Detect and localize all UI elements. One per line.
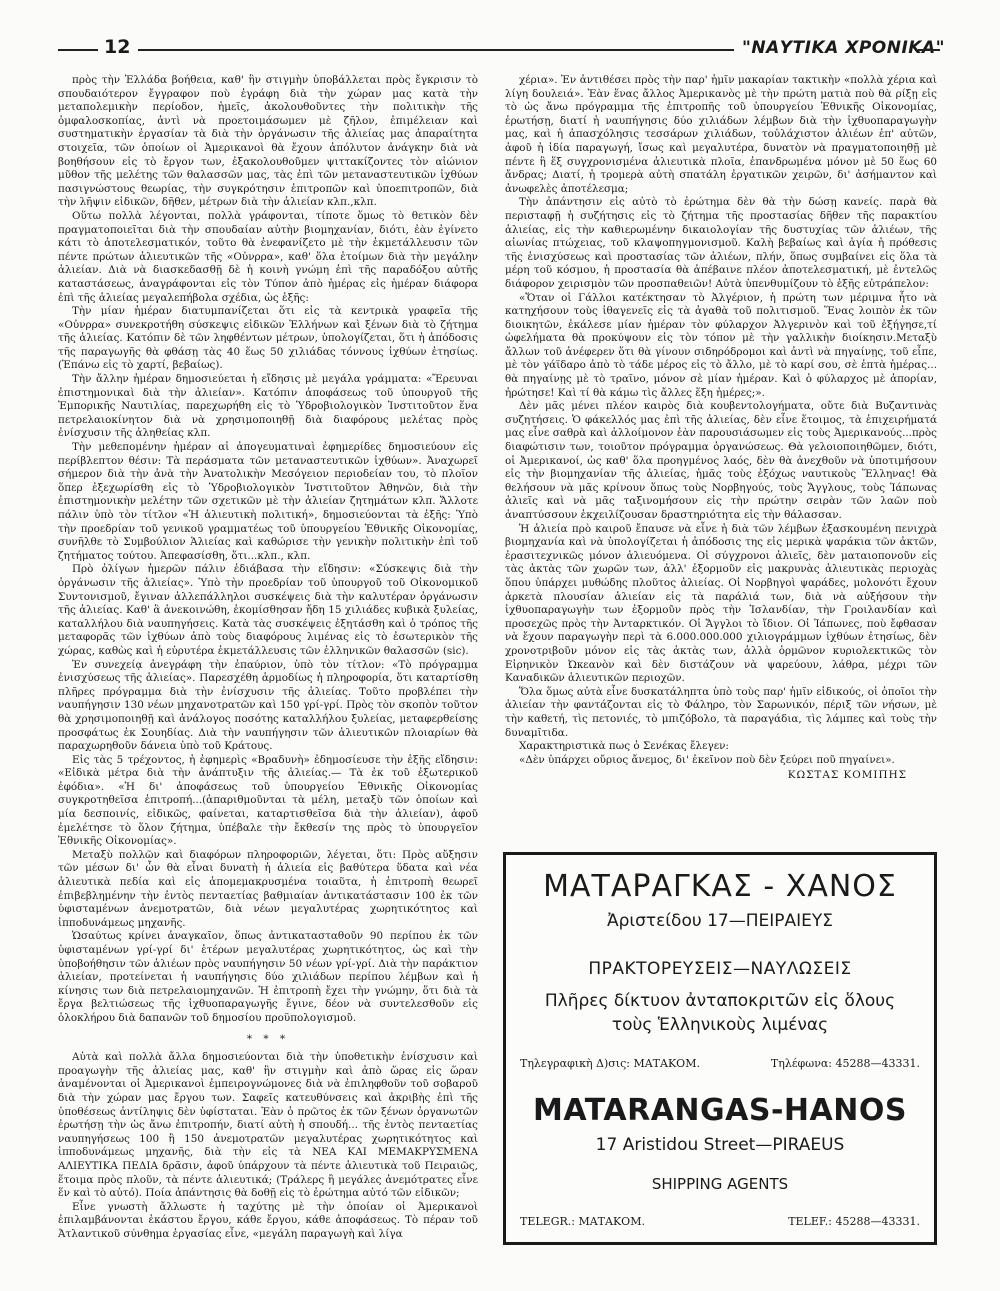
article-paragraph: Εἶνε γνωστὴ ἄλλωστε ἡ ταχύτης μὲ τὴν ὁποίαν οἱ Ἀμερικανοὶ ἐπιλαμβάνονται ἑκάστου ἔργου, κάθε ἔργου, κάθε ἀποφάσεως. Τὸ πέραν τοῦ Ἀτλαντικοῦ σύνθημα ἐργασίας εἶνε, «μεγάλη παραγωγὴ καὶ λίγα	[58, 1200, 478, 1240]
ad-services-english: SHIPPING AGENTS	[651, 1175, 789, 1193]
header-rule	[58, 49, 98, 51]
ad-network-line: τοὺς Ἑλληνικοὺς λιμένας	[611, 1015, 829, 1035]
article-paragraph: Οὕτω πολλὰ λέγονται, πολλὰ γράφονται, τίποτε ὅμως τὸ θετικὸν δὲν πραγματοποιεῖται διὰ τὴν σπουδαίαν αὐτὴν βιομηχανίαν, διότι, ἐὰν ἐγίνετο κάτι τὸ ἀποτελεσματικόν, τοῦτο θὰ ἐνεφανίζετο μὲ τὴν ἐκμετάλλευσιν τῶν πέντε πρώτων ἁλιευτικῶν τῆς «Οὐνρρα», καθ' ὅλα ἑτοίμων διὰ τὴν μεγάλην ἁλιείαν. Διὰ νὰ διασκεδασθῇ δὲ ἡ κοινὴ γνώμη ἐπὶ τῆς παραδόξου αὐτῆς καταστάσεως, ἀναγράφονται εἰς τὸν Τύπον ἀπὸ ἡμέρας εἰς ἡμέραν διάφορα ἐπὶ τῆς ἁλιείας μεγαλεπήβολα σχέδια, ὡς ἑξῆς:	[58, 209, 478, 304]
article-paragraph: Τὴν μίαν ἡμέραν διατυμπανίζεται ὅτι εἰς τὰ κεντρικὰ γραφεῖα τῆς «Οὐνρρα» συνεκροτήθη σύσκεψις εἰδικῶν Ἑλλήνων καὶ ξένων διὰ τὸ ζήτημα τῆς ἁλιείας. Κατόπιν δὲ τῶν ληφθέντων μέτρων, ὑπολογίζεται, ὅτι ἡ ἀπόδοσις τῆς παραγωγῆς θὰ φθάσῃ τὰς 40 ἕως 50 χιλιάδας τόννους ἰχθύων ἐτησίως. (Ἐπάνω εἰς τὸ χαρτί, βεβαίως).	[58, 305, 478, 372]
article-paragraph: χέρια». Ἐν ἀντιθέσει πρὸς τὴν παρ' ἡμῖν μακαρίαν τακτικὴν «πολλὰ χέρια καὶ λίγη δουλειά». Ἐὰν ἕνας ἄλλος Ἀμερικανὸς μὲ τὴν πρώτη ματιὰ ποὺ θὰ ρίξῃ εἰς τὸ ὡς ἄνω πρόγραμμα τῆς ἐπιτροπῆς τοῦ ὑπουργείου Ἐθνικῆς Οἰκονομίας, ἐρωτήσῃ, διατί ἡ ναυπήγησις δύο χιλιάδων λέμβων διὰ τὴν ἰχθυοπαραγωγὴν μας, καὶ ἡ ἀπασχόλησις τεσσάρων χιλιάδων, τοὐλάχιστον ἁλιέων ἐπ' αὐτῶν, ἀφοῦ ἡ ἰδία παραγωγή, ἴσως καὶ μεγαλυτέρα, δυνατὸν νὰ πραγματοποιηθῇ μὲ πέντε ἢ ἕξ συγχρονισμένα ἁλιευτικὰ πλοῖα, ἐπανδρωμένα μόνον μὲ 50 ἕως 60 ἄνδρας; Διατί, ἡ τρομερὰ αὐτὴ σπατάλη ἐργατικῶν χειρῶν, δι' ἀσήμαντον καὶ ἀνωφελὲς ἀποτέλεσμα;	[505, 74, 937, 195]
article-paragraph: Αὐτὰ καὶ πολλὰ ἄλλα δημοσιεύονται διὰ τὴν ὑποθετικὴν ἐνίσχυσιν καὶ προαγωγὴν τῆς ἁλιείας μας, καθ' ἣν στιγμὴν καὶ ἀπὸ ὥρας εἰς ὥραν ἀναμένονται οἱ Ἀμερικανοὶ ἐμπειρογνώμονες διὰ νὰ ἐπιληφθοῦν τοῦ σοβαροῦ διὰ τὴν χώραν μας ἔργου των. Σαφεῖς κατευθύνσεις καὶ ἀκριβὴς ἐπὶ τῆς ὑποθέσεως ἀντίληψις δὲν ὑφίσταται. Ἐὰν ὁ πρῶτος ἐκ τῶν ξένων ὀργανωτῶν ἐρωτήσῃ τὴν ὡς ἄνω ἐπιτροπήν, διατί αὐτὴ ἡ σπουδή... τῆς ἐντὸς πενταετίας ναυπηγήσεως 100 ἢ 150 ἀνεμοτρατῶν μεγαλυτέρας χωρητικότητος καὶ ἱπποδυνάμεως μηχανῆς, διὰ τὴν εἰς τὰ ΝΕΑ ΚΑΙ ΜΕΜΑΚΡΥΣΜΕΝΑ ΑΛΙΕΥΤΙΚΑ ΠΕΔΙΑ δρᾶσιν, ἀφοῦ ὑπάρχουν τὰ πέντε ἁλιευτικὰ τοῦ Πειραιῶς, ἕτοιμα πρὸς πλοῦν, τὰ πέντε ἁλιευτικά; (Τράλερς ἢ μεγάλες ἀνεμότρατες εἶνε ἕν καὶ τὸ αὐτό). Ποία ἀπάντησις θὰ δοθῇ εἰς τὸ ἐρώτημα αὐτό τῶν εἰδικῶν;	[58, 1051, 478, 1200]
header-rule	[918, 49, 940, 51]
article-paragraph: Τὴν ἀπάντησιν εἰς αὐτὸ τὸ ἐρώτημα δὲν θὰ τὴν δώσῃ κανείς. παρὰ θὰ περισταφῇ ἡ συζήτησις εἰς τὸ ζήτημα τῆς προστασίας δῆθεν τῆς παρακτίου ἁλιείας, εἰς τὴν καθιερωμένην δικαιολογίαν τῆς δυστυχίας τῶν ἁλιέων, τῆς αἰωνίας πτώχειας, τοῦ κλαψοπηγμονισμοῦ. Καλὴ βεβαίως καὶ ἁγία ἡ πρόθεσις τῆς ἐνισχύσεως καὶ προστασίας τῶν ἁλιέων, πλήν, ὅπως συμβαίνει εἰς ὅλα τὰ μέρη τοῦ κόσμου, ἡ προστασία θὰ ἀπέβαινε πλέον ἀποτελεσματική, μὲ ἐντελῶς διάφορον χειρισμὸν τῶν προσπαθειῶν! Αὐτὰ ὑπενθυμίζουν τὸ ἑξῆς εὐτράπελον:	[505, 196, 937, 290]
page-header	[58, 36, 945, 64]
article-column-left	[58, 74, 478, 1244]
author-signature: ΚΩΣΤΑΣ ΚΟΜΙΠΗΣ	[787, 769, 907, 782]
closing-quote: «Δὲν ὑπάρχει οὔριος ἄνεμος, δι' ἐκεῖνον ποὺ δὲν ξεύρει ποῦ πηγαίνει».	[519, 753, 895, 766]
ad-address-greek: Ἀριστείδου 17—ΠΕΙΡΑΙΕΥΣ	[606, 911, 834, 931]
article-paragraph: Ὡσαύτως κρίνει ἀναγκαῖον, ὅπως ἀντικατασταθοῦν 90 περίπου ἐκ τῶν ὑφισταμένων γρί-γρί δι' ἑτέρων μεγαλυτέρας χωρητικότητος, ὡς καὶ τὴν ὑποβοήθησιν τῶν ἁλιέων πρὸς ναυπήγησιν 50 νέων γρί-γρί. Διὰ τὴν παράκτιον ἁλιείαν, προτείνεται ἡ ναυπήγησις δύο χιλιάδων περίπου λέμβων καὶ ἡ κίνησις των διὰ πετρελαιομηχανῶν. Ἡ ἐπιτροπὴ ἔχει τὴν γνώμην, ὅτι διὰ τὰ ἔργα βελτιώσεως τῆς ἰχθυοπαραγωγῆς ἔγινε, δέον νὰ συντελεσθοῦν εἰς ὁλοκλήρου διὰ δαπανῶν τοῦ δημοσίου προϋπολογισμοῦ.	[58, 930, 478, 1024]
ad-address-english: 17 Aristidou Street—PIRAEUS	[595, 1135, 845, 1155]
article-paragraph: Τὴν ἄλλην ἡμέραν δημοσιεύεται ἡ εἴδησις μὲ μεγάλα γράμματα: «Ἔρευναι ἐπιστημονικαὶ διὰ τὴν ἁλιείαν». Κατόπιν ἀποφάσεως τοῦ ὑπουργοῦ τῆς Ἐμπορικῆς Ναυτιλίας, παρεχωρήθη εἰς τὸ Ὑδροβιολογικὸν Ἰνστιτοῦτον ἕνα πετρελαιοκίνητον διὰ νὰ χρησιμοποιηθῇ διὰ διαφόρους μελέτας πρὸς ἐνίσχυσιν τῆς ἀληθείας κλπ.	[58, 373, 478, 440]
advertisement-box	[503, 852, 937, 1245]
ad-services-greek: ΠΡΑΚΤΟΡΕΥΣΕΙΣ—ΝΑΥΛΩΣΕΙΣ	[588, 959, 852, 979]
ad-network-line: Πλῆρες δίκτυον ἀνταποκριτῶν εἰς ὅλους	[544, 991, 896, 1011]
ad-company-name-greek: ΜΑΤΑΡΑΓΚΑΣ - ΧΑΝΟΣ	[543, 869, 897, 904]
article-paragraph: Πρὸ ὀλίγων ἡμερῶν πάλιν ἐδιάβασα τὴν εἴδησιν: «Σύσκεψις διὰ τὴν ὀργάνωσιν τῆς ἁλιείας». Ὑπὸ τὴν προεδρίαν τοῦ ὑπουργοῦ τοῦ Οἰκονομικοῦ Συντονισμοῦ, ἔγιναν ἀλλεπάλληλοι συσκέψεις διὰ τὴν καλυτέραν ὀργάνωσιν τῆς ἁλιείας. Καθ' ἃ ἀνεκοινώθη, ἐκομίσθησαν ἤδη 15 χιλιάδες κυβικὰ ξυλείας, καταλλήλου διὰ ναυπηγήσεις. Κατὰ τὰς συσκέψεις ἐξητάσθη καὶ ὁ τρόπος τῆς μεταφορᾶς τῶν ἰχθύων ἀπὸ τοὺς διαφόρους λιμένας εἰς τὸ ἐσωτερικὸν τῆς χώρας, καθὼς καὶ ἡ εὐρυτέρα ἐκμετάλλευσις τῶν ἑλληνικῶν θαλασσῶν (sic).	[58, 563, 478, 657]
article-paragraph: Ἡ ἁλιεία πρὸ καιροῦ ἔπαυσε νὰ εἶνε ἡ διὰ τῶν λέμβων ἐξασκουμένη πενιχρὰ βιομηχανία καὶ νὰ ὑπολογίζεται ἡ ἀπόδοσις της εἰς μερικὰ ψαράκια τῶν ἀκτῶν, ἐρασιτεχνικῶς μόνον ἁλιευόμενα. Οἱ σύγχρονοι ἁλιεῖς, δὲν ματαιοπονοῦν εἰς τὰς ἀκτὰς τῶν χωρῶν των, ἀλλ' ἐξορμοῦν εἰς μακρυνὰς ἁλιευτικὰς περιοχὰς ὅπου ὑπάρχει μυθώδης πλοῦτος ἁλιείας. Οἱ Νορβηγοὶ ψαράδες, μολονότι ἔχουν ἀρκετὰ πλουσίαν ἁλιείαν εἰς τὰ παράλιά των, διὰ νὰ αὐξήσουν τὴν ἰχθυοπαραγωγὴν των ἐξορμοῦν πρὸς τὴν Ἰσλανδίαν, τὴν Γροιλανδίαν καὶ προσεχῶς πρὸς τὴν Ἀνταρκτικόν. Οἱ Ἄγγλοι τὸ ἴδιον. Οἱ Ἰάπωνες, ποὺ ἔφθασαν νὰ ἔχουν παραγωγὴν περὶ τὰ 6.000.000.000 χιλιογράμμων ἰχθύων ἐτησίως, δὲν χρονοτριβοῦν μόνον εἰς τὰς ἀκτὰς των, ἀλλὰ ὁρμῶνον κυριολεκτικῶς τὸν Εἰρηνικὸν Ὠκεανὸν καὶ δὲν διστάζουν νὰ ψαρεύουν, λάθρα, μέχρι τῶν Καναδικῶν ἁλιευτικῶν περιοχῶν.	[505, 522, 937, 685]
ad-phone-greek: Τηλέφωνα: 45288—43331.	[770, 1057, 920, 1070]
page-number: 12	[104, 36, 131, 58]
publication-title: "ΝΑΥΤΙΚΑ ΧΡΟΝΙΚΑ"	[742, 38, 945, 58]
article-paragraph: Δὲν μᾶς μένει πλέον καιρὸς διὰ κουβεντολογήματα, οὔτε διὰ Βυζαντινὰς συζητήσεις. Ὁ φάκελλός μας ἐπὶ τῆς ἁλιείας, δὲν εἶνε ἕτοιμος, τὰ ἐπιχειρήματά μας εἶνε σαθρὰ καὶ ἀλλοίμονον ἐὰν παρουσιάσωμεν εἰς τοὺς Ἀμερικανούς...πρὸς διαφώτισιν των, τοιοῦτον πρόγραμμα ὀργανώσεως. Θὰ γελοιοποιηθῶμεν, διότι, οἱ Ἀμερικανοί, ὡς καθ' ὅλα προηγμένος λαός, δὲν θὰ ἀνεχθοῦν νὰ ὑποτιμήσουν εἰς τὴν βιομηχανίαν τῆς ἁλιείας, ἡμᾶς τοὺς ἐξόχως ναυτικοὺς Ἕλληνας! Θὰ θελήσουν νὰ μᾶς κρίνουν ὅπως τοὺς Νορβηγούς, τοὺς Ἄγγλους, τοὺς Ἰάπωνας ἁλιεῖς καὶ νὰ μᾶς ταξινομήσουν εἰς τὴν πρώτην σειρὰν τῶν λαῶν ποὺ ἀναπτύσσουν ἐκχειλίζουσαν δραστηριότητα εἰς τὴν θάλασσαν.	[505, 400, 937, 521]
article-paragraph: «Ὅταν οἱ Γάλλοι κατέκτησαν τὸ Ἀλγέριον, ἡ πρώτη των μέριμνα ἦτο νὰ κατηχήσουν τοὺς ἰθαγενεῖς εἰς τὰ ἀγαθὰ τοῦ πολιτισμοῦ. Ἕνας λοιπὸν ἐκ τῶν διοικητῶν, ἐκάλεσε μίαν ἡμέραν τὸν φύλαρχον Ἀλγερινὸν καὶ τοῦ ἐξήγησε,τί ὠφελήματα θὰ προκύψουν εἰς τὸν τόπον μὲ τὴν γαλλικὴν διοίκησιν.Μεταξὺ ἄλλων τοῦ ἀνέφερεν ὅτι θὰ γίνουν σιδηρόδρομοι καὶ ἀντὶ νὰ πηγαίνῃς, τοῦ εἶπε, μὲ τὸν γάϊδαρο ἀπὸ τὸ τάδε μέρος εἰς τὸ ἄλλο, μὲ τὸ καρί σου, σὲ ἑπτὰ ἡμέρας... θὰ πηγαίνῃς μὲ τὸ τραῖνο, μόνον σὲ μίαν ἡμέραν. Καὶ ὁ φύλαρχος μὲ ἀπορίαν, ἠρώτησε! Καὶ τί θὰ κάμω τὶς ἄλλες ἕξη ἡμέρες;».	[505, 291, 937, 399]
article-paragraph: Μεταξὺ πολλῶν καὶ διαφόρων πληροφοριῶν, λέγεται, ὅτι: Πρὸς αὔξησιν τῶν μέσων δι' ὧν θὰ εἶναι δυνατὴ ἡ ἁλιεία εἰς βαθύτερα ὕδατα καὶ νέα ἁλιευτικὰ πεδία καὶ εἰς ἀπομεμακρυσμένα τοιαῦτα, ἡ ἐπιτροπὴ θεωρεῖ ἐπιβεβλημένην τὴν ἐντὸς πενταετίας βαθμιαίαν ἀντικατάστασιν 100 ἐκ τῶν ὑφισταμένων ἀνεμοτρατῶν, διὰ νέων μεγαλυτέρας χωρητικότητος καὶ ἱπποδυνάμεως μηχανῆς.	[58, 848, 478, 929]
article-paragraph: Εἰς τὰς 5 τρέχοντος, ἡ ἐφημερὶς «Βραδυνὴ» ἐδημοσίευσε τὴν ἑξῆς εἴδησιν: «Εἰδικὰ μέτρα διὰ τὴν ἀνάπτυξιν τῆς ἁλιείας.— Τὰ ἐκ τοῦ ἐξωτερικοῦ ἐφόδια». «Ἡ δι' ἀποφάσεως τοῦ ὑπουργείου Ἐθνικῆς Οἰκονομίας συγκροτηθεῖσα ἐπιτροπή...(ἀπαριθμοῦνται τὰ μέλη, μεταξὺ τῶν ὁποίων καὶ μία δεσποινίς, εἰδικῶς, φαίνεται, καταρτισθεῖσα διὰ τὴν ἁλιείαν), ἀφοῦ ἐμελέτησε τὸ ὅλον ζήτημα, ὑπέβαλε τὴν ἔκθεσίν της πρὸς τὸ ὑπουργεῖον Ἐθνικῆς Οἰκονομίας».	[58, 753, 478, 848]
ad-company-name-english: MATARANGAS-HANOS	[533, 1093, 907, 1128]
article-paragraph: Τὴν μεθεπομένην ἡμέραν αἱ ἀπογευματιναὶ ἐφημερίδες δημοσιεύουν εἰς περίβλεπτον θέσιν: Τὰ περάσματα τῶν μεταναστευτικῶν ἰχθύων». Ἀναχωρεῖ σήμερον διὰ τὴν ἀνὰ τὴν Ἀνατολικὴν Μεσόγειον περιοδείαν του, τὸ πλοῖον ὅπερ ἐξεχωρίσθη εἰς τὸ Ὑδροβιολογικὸν Ἰνστιτοῦτον Ἀθηνῶν, διὰ τὴν ἐπιστημονικὴν μελέτην τῶν σχετικῶν μὲ τὴν ἁλιείαν ζητημάτων κλπ. Ἄλλοτε πάλιν ὑπὸ τὸν τίτλον «Ἡ ἁλιευτικὴ πολιτική», δημοσιεύονται τὰ ἑξῆς: Ὑπὸ τὴν προεδρίαν τοῦ γενικοῦ γραμματέως τοῦ ὑπουργείου Ἐθνικῆς Οἰκονομίας, συνῆλθε τὸ Συμβούλιον Ἁλιείας καὶ καθώρισε τὴν γενικὴν πολιτικὴν ἐπὶ τοῦ ζητήματος τούτου. Ἀπεφασίσθη, ὅτι...κλπ., κλπ.	[58, 441, 478, 562]
article-paragraph: πρὸς τὴν Ἑλλάδα βοήθεια, καθ' ἣν στιγμὴν ὑποβάλλεται πρὸς ἔγκρισιν τὸ σπουδαιότερον ἔγγραφον ποὺ ἐγράφη διὰ τὴν χώραν μας κατὰ τὴν μεταπολεμικὴν περίοδον, ἡμεῖς, ἀκολουθοῦντες τὴν πολιτικὴν τῆς ὀμφαλοσκοπίας, ἀντὶ νὰ προετοιμάσωμεν μὲ ζῆλον, ἐπιμέλειαν καὶ συστηματικὴν ἐργασίαν τὰ διὰ τὴν ὀργάνωσιν τῆς ἁλιείας μας ἀπαραίτητα στοιχεῖα, τῶν ὁποίων οἱ Ἀμερικανοὶ θὰ ἔχουν ἀπόλυτον ἀνάγκην διὰ νὰ βοηθήσουν εἰς τὸ ἔργον των, ἐξακολουθοῦμεν ψιττακίζοντες τὸν αἰώνιον μῦθον τῆς μελέτης τῶν θαλασσῶν μας, τὰς ἐπὶ τῶν μεταναστευτικῶν ἰχθύων πασιγνώστους θεωρίας, τὴν συγκρότησιν ἐπιτροπῶν καὶ ὑποεπιτροπῶν, διὰ τὴν λῆψιν εἰδικῶν, δῆθεν, μέτρων διὰ τὴν ἁλιείαν κλπ.,κλπ.	[58, 74, 478, 209]
ad-telegraph-english: TELEGR.: ΜΑΤΑΚΟΜ.	[520, 1215, 645, 1228]
article-paragraph: Χαρακτηριστικὰ πως ὁ Σενέκας ἔλεγεν:	[519, 740, 729, 753]
article-paragraph: Ὅλα ὅμως αὐτὰ εἶνε δυσκατάληπτα ὑπὸ τοὺς παρ' ἡμῖν εἰδικούς, οἱ ὁποῖοι τὴν ἁλιείαν τὴν φαντάζονται εἰς τὸ Φάληρο, τὸν Σαρωνικόν, πέριξ τῶν νήσων, μὲ τὴν καθετή, τὶς πετονιές, τὸ μπιζόβολο, τὰ παραγάδια, τὶς λάμπες καὶ τοὺς τὴν δυναμῖτιδα.	[505, 685, 937, 739]
ad-telegraph-greek: Τηλεγραφικὴ Δ)σις: ΜΑΤΑΚΟΜ.	[520, 1057, 700, 1070]
article-paragraph: Ἐν συνεχείᾳ ἀνεγράφη τὴν ἐπαύριον, ὑπὸ τὸν τίτλον: «Τὸ πρόγραμμα ἐνισχύσεως τῆς ἁλιείας». Παρεσχέθη ἁρμοδίως ἡ πληροφορία, ὅτι καταρτίσθη πλῆρες πρόγραμμα διὰ τὴν ἐνίσχυσιν τῆς ἁλιείας. Τοῦτο προβλέπει τὴν ναυπήγησιν 130 νέων μηχανοτρατῶν καὶ 150 γρί-γρί. Πρὸς τὸν σκοπὸν τοῦτον θὰ χρησιμοποιηθῇ καὶ ἀνάλογος ποσότης καταλλήλου ξυλείας, μεταφερθείσης προσφάτως ἐκ Σουηδίας. Διὰ τὴν ναυπήγησιν τῶν ἁλιευτικῶν πλοιαρίων θὰ παραχωρηθοῦν δάνεια ὑπὸ τοῦ Κράτους.	[58, 658, 478, 753]
section-divider: * * *	[246, 1032, 290, 1045]
article-column-right	[505, 74, 937, 854]
ad-phone-english: TELEF.: 45288—43331.	[788, 1215, 920, 1228]
header-rule	[138, 49, 734, 51]
